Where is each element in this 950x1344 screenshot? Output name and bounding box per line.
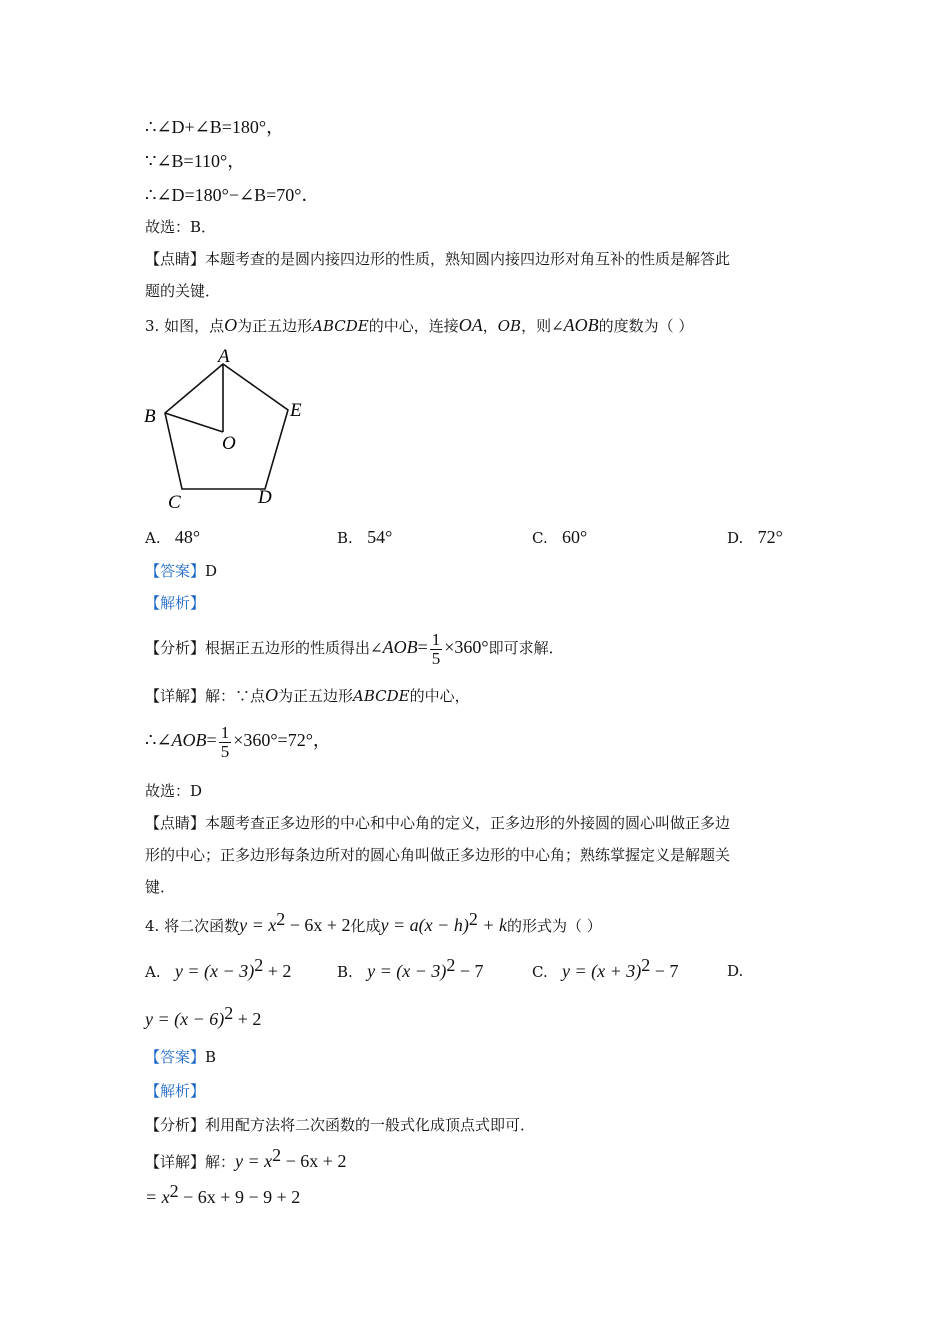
option-letter: B. <box>337 529 353 547</box>
q3-seg-oa: OA <box>458 315 483 335</box>
tag-dianjing: 【点睛】 <box>145 250 206 268</box>
q3-sep: ， <box>482 317 498 335</box>
q4-stem-a: 4. 将二次函数 <box>145 917 240 935</box>
q4-sq2: 2 <box>468 909 478 929</box>
label-o: O <box>222 433 236 454</box>
option-letter: B. <box>337 963 353 981</box>
q4-xj-expr-a: y = x <box>235 1151 273 1171</box>
q4-option-d <box>145 1003 262 1031</box>
q3-stem-end: 的度数为（ ） <box>598 317 694 335</box>
frac-num: 1 <box>220 722 230 742</box>
label-a: A <box>218 346 230 367</box>
line-sum-angles: ∴∠D+∠B=180°， <box>145 117 285 137</box>
q3-calc <box>145 722 331 761</box>
xj-a: 解：∵点 <box>205 687 266 705</box>
xj-c: 的中心， <box>409 687 470 705</box>
option-sq: 2 <box>641 955 651 975</box>
frac-den: 5 <box>431 648 441 668</box>
label-d: D <box>258 487 272 508</box>
frac-num: 1 <box>431 629 441 649</box>
fenxi-aob: AOB <box>382 637 418 657</box>
tag-answer: 【答案】 <box>145 562 206 580</box>
q4-last-a: = x <box>145 1187 170 1207</box>
tag-answer: 【答案】 <box>145 1048 206 1066</box>
fenxi-times: ×360° <box>444 637 489 657</box>
line-angle-b: ∵∠B=110°， <box>145 151 246 171</box>
option-post: + 2 <box>263 961 292 981</box>
q4-option-d-letter: D. <box>727 962 744 980</box>
q3-option-d <box>727 526 783 549</box>
tag-dianjing: 【点睛】 <box>145 814 206 832</box>
tag-xiangjie: 【详解】 <box>145 1153 206 1171</box>
option-letter: D. <box>727 529 744 547</box>
q3-dianjing-text-1: 本题考查正多边形的中心和中心角的定义，正多边形的外接圆的圆心叫做正多边 <box>205 814 731 832</box>
q4-option-a <box>145 955 292 983</box>
q3-answer-value: D <box>205 562 218 580</box>
fenxi-text-e: 即可求解． <box>488 639 564 657</box>
q3-xiangjie <box>145 684 470 707</box>
tag-fenxi: 【分析】 <box>145 639 206 657</box>
q4-answer-value: B <box>205 1048 217 1066</box>
q4-expr1b: − 6x + 2 <box>285 915 351 935</box>
q3-polygon-name: ABCDE <box>312 317 369 335</box>
q3-seg-ob: OB <box>497 317 522 335</box>
option-value: 54° <box>367 527 393 547</box>
q3-fenxi <box>145 630 564 668</box>
q4-fenxi <box>145 1114 535 1136</box>
fenxi-text-a: 根据正五边形的性质得出∠ <box>205 639 383 657</box>
q4-last-b: − 6x + 9 − 9 + 2 <box>178 1187 301 1207</box>
q3-answer <box>145 560 217 582</box>
calc-therefore: ∴∠ <box>145 730 172 750</box>
fraction-one-fifth-2 <box>219 724 232 761</box>
q4-expr2: y = a(x − h) <box>380 915 469 935</box>
pentagon-shape <box>165 364 288 489</box>
q3-angle-aob: AOB <box>563 315 599 335</box>
option-pre: y = (x + 3) <box>562 961 642 981</box>
xj-poly: ABCDE <box>353 687 410 705</box>
dianjing-paragraph-1 <box>145 248 730 270</box>
fraction-one-fifth <box>430 631 443 668</box>
q4-xiangjie <box>145 1145 347 1173</box>
q4-stem-b: 化成 <box>350 917 381 935</box>
option-letter: C. <box>532 529 548 547</box>
q3-dianjing-3: 键． <box>145 878 176 896</box>
option-post: − 7 <box>455 961 484 981</box>
q3-stem-mid2: 的中心，连接 <box>368 317 459 335</box>
q3-stem-mid3: ，则∠ <box>521 317 564 335</box>
label-b: B <box>144 406 156 427</box>
xj-o: O <box>265 685 279 705</box>
q3-choose: 故选：D <box>145 782 203 800</box>
option-value: 60° <box>562 527 588 547</box>
option-value: 48° <box>174 527 201 547</box>
line-angle-d: ∴∠D=180°−∠B=70°． <box>145 185 320 205</box>
q4-option-b <box>337 955 484 983</box>
q4-last-sq: 2 <box>169 1181 179 1201</box>
fenxi-eq: = <box>417 637 428 657</box>
q3-option-b <box>337 526 392 549</box>
q4-xj-a: 解： <box>205 1153 236 1171</box>
q3-point-o: O <box>224 315 238 335</box>
option-pre: y = (x − 3) <box>174 961 255 981</box>
dianjing-text: 本题考查的是圆内接四边形的性质，熟知圆内接四边形对角互补的性质是解答此 <box>205 250 731 268</box>
option-letter: A. <box>145 963 161 981</box>
q4-option-c <box>532 955 679 983</box>
q3-option-c <box>532 526 587 549</box>
q4-answer <box>145 1046 216 1068</box>
q3-option-a <box>145 526 200 549</box>
q4-jiexi-tag: 【解析】 <box>145 1082 206 1100</box>
segment-ob <box>165 413 223 432</box>
tag-xiangjie: 【详解】 <box>145 687 206 705</box>
q4-sq: 2 <box>276 909 286 929</box>
option-pre: y = (x − 3) <box>367 961 447 981</box>
option-sq: 2 <box>254 955 264 975</box>
q4-expand <box>145 1181 301 1209</box>
option-letter: A. <box>145 529 161 547</box>
q4-stem <box>145 909 602 937</box>
q4-fenxi-text: 利用配方法将二次函数的一般式化成顶点式即可． <box>205 1116 536 1134</box>
pentagon-figure <box>135 340 315 515</box>
q4-expr1: y = x <box>239 915 277 935</box>
calc-aob: AOB <box>171 730 207 750</box>
q3-dianjing-2: 形的中心；正多边形每条边所对的圆心角叫做正多边形的中心角；熟练掌握定义是解题关 <box>145 846 731 864</box>
option-post: + 2 <box>233 1009 262 1029</box>
line-choose-b: 故选：B． <box>145 218 217 236</box>
label-e: E <box>290 400 302 421</box>
dianjing-paragraph-1b: 题的关键． <box>145 282 221 300</box>
xj-b: 为正五边形 <box>278 687 354 705</box>
q4-expr2b: + k <box>477 915 507 935</box>
q3-stem <box>145 314 693 337</box>
calc-result: ×360°=72°， <box>233 730 331 750</box>
q3-stem-prefix: 3. 如图，点 <box>145 317 225 335</box>
q3-stem-mid: 为正五边形 <box>237 317 313 335</box>
q4-xj-expr-b: − 6x + 2 <box>281 1151 347 1171</box>
option-letter: C. <box>532 963 548 981</box>
frac-den: 5 <box>220 741 230 761</box>
q3-jiexi-tag: 【解析】 <box>145 594 206 612</box>
q3-dianjing-1 <box>145 812 730 834</box>
calc-eq: = <box>206 730 217 750</box>
label-c: C <box>168 492 181 513</box>
q4-stem-c: 的形式为（ ） <box>506 917 602 935</box>
option-value: 72° <box>757 527 783 547</box>
tag-fenxi: 【分析】 <box>145 1116 206 1134</box>
q4-xj-sq: 2 <box>272 1145 282 1165</box>
option-pre: y = (x − 6) <box>145 1009 225 1029</box>
option-sq: 2 <box>446 955 456 975</box>
option-post: − 7 <box>650 961 679 981</box>
option-sq: 2 <box>224 1003 234 1023</box>
